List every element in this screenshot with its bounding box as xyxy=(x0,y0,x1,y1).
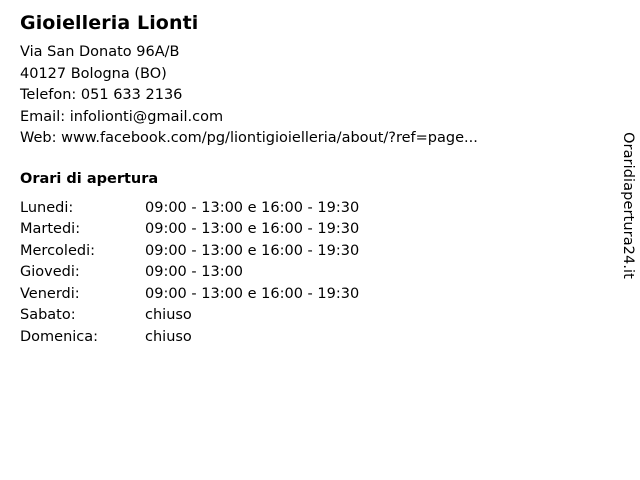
day-hours: chiuso xyxy=(145,307,192,323)
day-hours: 09:00 - 13:00 xyxy=(145,264,244,280)
address-street: Via San Donato 96A/B xyxy=(20,44,180,60)
website-line: Web: www.facebook.com/pg/liontigioielleria/about/?ref=page... xyxy=(20,130,478,146)
day-hours: 09:00 - 13:00 e 16:00 - 19:30 xyxy=(145,221,360,237)
day-label: Venerdi: xyxy=(20,285,80,302)
table-row xyxy=(20,219,359,241)
day-label: Domenica: xyxy=(20,328,99,345)
address-city: 40127 Bologna (BO) xyxy=(20,65,167,82)
day-hours: 09:00 - 13:00 e 16:00 - 19:30 xyxy=(145,242,360,259)
day-label: Mercoledi: xyxy=(20,242,95,259)
day-label: Sabato: xyxy=(20,307,76,323)
day-label: Lunedi: xyxy=(20,199,74,216)
opening-hours-table xyxy=(20,198,359,349)
opening-hours-heading: Orari di apertura xyxy=(20,170,159,187)
phone-line: Telefon: 051 633 2136 xyxy=(20,87,183,103)
table-row xyxy=(20,305,359,327)
address-block xyxy=(20,42,590,150)
day-hours: 09:00 - 13:00 e 16:00 - 19:30 xyxy=(145,285,360,302)
watermark-brand: Oraridiapertura24.it xyxy=(620,132,636,279)
table-row xyxy=(20,284,359,306)
page-title: Gioielleria Lionti xyxy=(20,12,199,34)
business-info-block xyxy=(20,10,590,348)
day-hours: chiuso xyxy=(145,328,192,345)
day-label: Giovedi: xyxy=(20,264,80,280)
table-row xyxy=(20,327,359,349)
table-row xyxy=(20,262,359,284)
email-line: Email: infolionti@gmail.com xyxy=(20,108,224,125)
table-row xyxy=(20,241,359,263)
table-row xyxy=(20,198,359,220)
day-label: Martedi: xyxy=(20,221,81,237)
day-hours: 09:00 - 13:00 e 16:00 - 19:30 xyxy=(145,199,360,216)
